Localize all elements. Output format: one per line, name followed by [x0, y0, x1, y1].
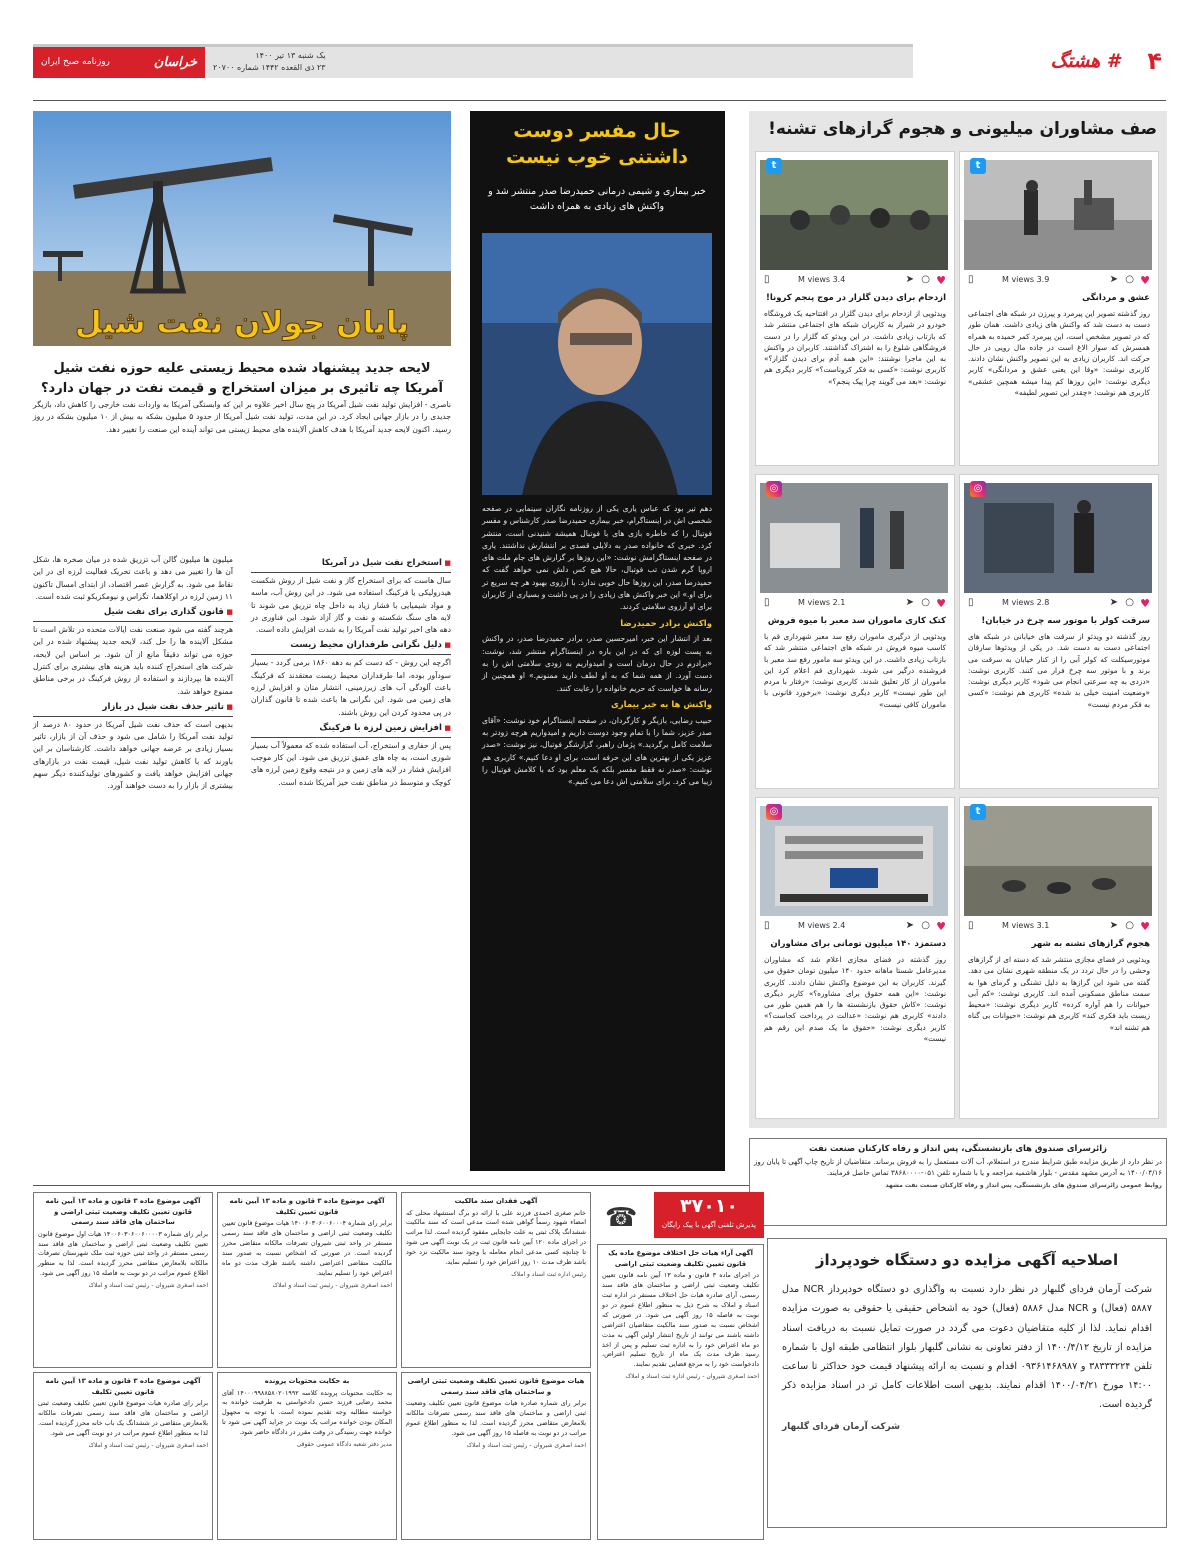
- post-caption: ازدحام برای دیدن گلزار در موج پنجم کرونا!: [765, 293, 946, 303]
- legal-notice: [217, 1372, 397, 1540]
- instagram-icon: ◎: [970, 481, 986, 497]
- notice-title: آگهی آراء هیات حل اختلاف موضوع ماده یک قانون تعیین تکلیف وضعیت ثبتی اراضی: [608, 1249, 753, 1268]
- notice-text: خانم صغری احمدی فرزند علی با ارائه دو برگ استشهاد محلی که امضاء شهود رسماً گواهی شده است مدعی است که سند مالکیت ششدانگ پلاک ثبتی به علت جابجایی مفقود گردیده است. لذا مراتب در اجرای ماده ۱۲۰ آیین نامه قانون ثبت در یک نوبت آگهی می شود تا چنانچه کسی مدعی انجام معامله یا وجود سند مالکیت نزد خود باشد ظرف مدت ۱۰ روز اعتراض خود را تسلیم نماید.: [406, 1208, 587, 1267]
- share-icon[interactable]: ➤: [1109, 920, 1118, 931]
- twitter-icon: t: [970, 158, 986, 174]
- phone-number: ۳۷۰۱۰: [680, 1195, 738, 1217]
- feature-headline: حال مفسر دوست داشتنی خوب نیست: [506, 120, 688, 168]
- social-post[interactable]: [959, 474, 1159, 789]
- heart-icon[interactable]: ♥: [936, 274, 946, 287]
- social-post[interactable]: [755, 797, 955, 1119]
- post-stats: [966, 597, 1152, 611]
- post-photo-boars: [964, 806, 1152, 916]
- article-intro: ناصری - افزایش تولید نفت شیل آمریکا در پنج سال اخیر علاوه بر این که وابستگی آمریکا به واردات نفت خارجی را کاهش داد، بازیگر جدیدی را در بازار جهانی ایجاد کرد. در این مدت، تولید نفت شیل آمریکا از حدود ۵ میلیون بشکه به بیش از ۱۰ میلیون بشکه در روز رسید. اکنون لایحه جدید آمریکا با هدف کاهش آلاینده های محیط زیستی می تواند آینده این صنعت را تغییر دهد.: [33, 400, 451, 434]
- post-text: روز گذشته تصویر این پیرمرد و پیرزن در شبکه های اجتماعی دست به دست شد که واکنش های زیادی داشت. همان طور که در تصویر مشخص است، این پیرمرد کمر خمیده به همراه همسرش که سوار الاغ است در جاده مال رویی در حال حرکت اند. کاربران زیادی به این تصویر واکنش نشان دادند. کاربری نوشت: «وفا این یعنی عشق و مردانگی» کاربر دیگری نوشت: «این روزها کم پیدا میشه همچین عشقی» کاربری هم نوشت: «چقدر این تصویر لطیفه»: [968, 309, 1150, 398]
- section-heading: ■ استخراج نفت شیل در آمریکا: [251, 557, 451, 573]
- pension-fund-ad[interactable]: [749, 1138, 1167, 1226]
- section-text: پس از حفاری و استخراج، آب استفاده شده که معمولاً آب بسیار شوری است، به چاه های عمیق تزریق می شود. این کار موجب افزایش فشار در لایه های زمین و در نتیجه وقوع زمین لرزه های کوچک و متوسط در مناطق نفت خیز آمریکا شده است.: [251, 740, 451, 787]
- notice-footer: رئیس اداره ثبت اسناد و املاک: [511, 1271, 586, 1279]
- legal-notice: [33, 1192, 213, 1368]
- social-post[interactable]: [959, 151, 1159, 466]
- social-post[interactable]: [755, 474, 955, 789]
- header-bar: [33, 44, 913, 78]
- post-photo-fight: [760, 483, 948, 593]
- phone-ad-text: پذیرش تلفنی آگهی با پیک رایگان: [661, 1221, 756, 1229]
- post-stats: [966, 920, 1152, 934]
- feature-section-text: حبیب رضایی، بازیگر و کارگردان، در صفحه اینستاگرام خود نوشت: «آقای صدر عزیز، شما را با تمام وجود دوست داریم و امیدواریم هرچه زودتر به سلامت کامل برگردید.» پژمان راهبر، گزارشگر فوتبال، نیز نوشت: «صدر عزیز یکی از بهترین های این حرفه است، برای او دعا کنیم.» کاربری هم نوشت: «صدر نه فقط مفسر بلکه یک معلم بود که با کلامش فوتبال را زیبا می کرد. برای سلامتی اش دعا می کنیم.»: [482, 715, 712, 787]
- notice-title: هیات موضوع قانون تعیین تکلیف وضعیت ثبتی اراضی و ساختمان های فاقد سند رسمی: [407, 1377, 585, 1396]
- bookmark-icon[interactable]: ▯: [968, 920, 974, 931]
- legal-notice: [217, 1192, 397, 1368]
- notice-title: آگهی فقدان سند مالکیت: [454, 1197, 538, 1205]
- post-text: ویدئویی از درگیری ماموران رفع سد معبر شهرداری قم با کاسب میوه فروش در شبکه های اجتماعی منتشر شد که بازتاب زیادی داشت. در این ویدئو سه مامور رفع سد معبر با فروشنده درگیر می شوند. شهرداری قم اعلام کرد این ماموران از کار تعلیق شدند. کاربری نوشت: «رفتار با مردم این طور نیست» کاربر دیگری نوشت: «برخورد قانونی با ماموران کافی نیست»: [764, 632, 946, 709]
- twitter-icon: t: [766, 158, 782, 174]
- twitter-icon: t: [970, 804, 986, 820]
- notice-text: برابر رای شماره صادره هیات موضوع قانون تعیین تکلیف وضعیت ثبتی اراضی و ساختمان های فاقد سند رسمی تصرفات مالکانه بلامعارض متقاضی محرز گردیده است. لذا به منظور اطلاع عموم مراتب در دو نوبت به فاصله ۱۵ روز آگهی می شود.: [406, 1399, 586, 1437]
- ad-title: اصلاحیه آگهی مزایده دو دستگاه خودپرداز: [815, 1251, 1119, 1269]
- share-icon[interactable]: ➤: [905, 597, 914, 608]
- section-text: بدیهی است که حذف نفت شیل آمریکا در حدود ۸۰ درصد از تولید نفت آمریکا را شامل می شود و حذف آن از بازار، تاثیر بسیار زیادی بر عرضه جهانی خواهد داشت. کارشناسان بر این باورند که با کاهش تولید نفت شیل، قیمت نفت در بازارهای جهانی افزایش خواهد یافت و کشورهای تولیدکننده دیگر سهم بیشتری از بازار را به دست خواهند آورد.: [33, 719, 233, 791]
- notice-footer: احمد اصغری شیروان - رئیس ثبت اسناد و املاک: [272, 1281, 392, 1289]
- newspaper-logo[interactable]: [33, 47, 205, 78]
- post-stats: [762, 920, 948, 934]
- post-stats: [762, 274, 948, 288]
- comment-icon[interactable]: ○: [921, 597, 930, 608]
- phone-icon: ☎: [605, 1203, 638, 1233]
- notice-title: آگهی موضوع ماده ۳ قانون و ماده ۱۳ آیین نامه قانون تعیین تکلیف وضعیت ثبتی اراضی و ساختمان های فاقد سند رسمی: [45, 1197, 201, 1227]
- notice-footer: احمد اصغری شیروان - رئیس ثبت اسناد و املاک: [88, 1282, 208, 1290]
- notice-text: به حکایت محتویات پرونده کلاسه ۱۴۰۰۰۹۹۸۸۵۸۰۲۰۱۹۹۲ آقای محمد رضایی فرزند حسن دادخواستی به طرفیت خوانده به خواسته مطالبه وجه تقدیم نموده است. با توجه به مجهول المکان بودن خوانده مراتب یک نوبت در جراید آگهی می شود تا خوانده جهت رسیدگی در وقت مقرر در دادگاه حاضر شود.: [222, 1388, 393, 1437]
- heart-icon[interactable]: ♥: [936, 920, 946, 933]
- portrait-photo: [482, 233, 712, 495]
- heart-icon[interactable]: ♥: [1140, 274, 1150, 287]
- post-photo-building: [760, 806, 948, 916]
- post-caption: عشق و مردانگی: [1082, 293, 1150, 303]
- section-header: [916, 44, 1166, 78]
- legal-notice: [401, 1372, 591, 1540]
- post-text: روز گذشته در فضای مجازی اعلام شد که مشاوران مدیرعامل شستا ماهانه حدود ۱۴۰ میلیون تومان حقوق می گیرند. کاربران به این موضوع واکنش نشان دادند. کاربری نوشت: «این همه حقوق برای مشاوره؟» کاربر دیگری نوشت: «کاش حقوق بازنشسته ها را هم همین طور می دادند» کاربری هم نوشت: «عدالت در پرداخت کجاست؟» کاربر دیگری نوشت: «حقوق ما یک صدم این رقم هم نیست»: [764, 955, 946, 1044]
- bookmark-icon[interactable]: ▯: [764, 274, 770, 285]
- notice-footer: احمد اصغری شیروان - رئیس اداره ثبت اسناد و املاک: [625, 1373, 759, 1381]
- post-caption: کتک کاری ماموران سد معبر با میوه فروش: [767, 616, 946, 626]
- post-text: ویدئویی از ازدحام برای دیدن گلزار در افتتاحیه یک فروشگاه خودرو در شیراز به کاربران شبکه های اجتماعی منتشر شد که بازتاب زیادی داشت. در این ویدئو که گلزار را در دست فروشگاهی شلوغ را به اشتراک گذاشتند. کاربران در واکنش به این ماجرا نوشتند: «این همه آدم برای دیدن گلزار؟» کاربری نوشت: «کسی به فکر کروناست؟» کاربر دیگری هم نوشت: «بعد می گویند چرا پیک پنجم؟»: [764, 309, 946, 386]
- feature-article: [470, 111, 725, 1171]
- comment-icon[interactable]: ○: [1125, 920, 1134, 931]
- section-text: میلیون ها میلیون گالن آب تزریق شده در میان صخره ها، شکل آن ها را تغییر می دهد و باعث تحریک فعالیت لرزه ای در این نقاط می شود. به گزارش عصر اقتصاد، از ابتدای امسال تاکنون ۱۱ زمین لرزه در اوکلاهما، تگزاس و نیومکزیکو ثبت شده است.: [33, 555, 233, 601]
- article-column-left: [33, 554, 233, 793]
- notice-text: در اجرای ماده ۳ قانون و ماده ۱۳ آیین نامه قانون تعیین تکلیف وضعیت ثبتی اراضی و ساختمان های فاقد سند رسمی، آرای صادره هیات حل اختلاف مستقر در اداره ثبت اسناد و املاک به شرح ذیل به منظور اطلاع عموم در دو نوبت به فاصله ۱۵ روز آگهی می شود. در صورتی که اشخاص نسبت به صدور سند مالکیت متقاضیان اعتراضی داشته باشند می توانند از تاریخ انتشار اولین آگهی به مدت دو ماه اعتراض خود را به اداره ثبت تسلیم و پس از اخذ رسید ظرف مدت یک ماه از تاریخ تسلیم اعتراض، دادخواست خود را به مرجع قضایی تقدیم نمایند.: [602, 1271, 760, 1369]
- date-line-1: یک شنبه ۱۳ تیر ۱۴۰۰: [255, 51, 326, 60]
- social-post[interactable]: [959, 797, 1159, 1119]
- phone-ad-banner[interactable]: [597, 1192, 764, 1238]
- brand-subtitle: روزنامه صبح ایران: [41, 57, 110, 67]
- comment-icon[interactable]: ○: [1125, 597, 1134, 608]
- social-trends-column: [749, 111, 1167, 1128]
- legal-notice: [597, 1244, 764, 1540]
- heart-icon[interactable]: ♥: [936, 597, 946, 610]
- article-headline: لایحه جدید پیشنهاد شده محیط زیستی علیه حوزه نفت شیل آمریکا چه تاثیری بر میزان استخراج و قیمت نفت در جهان دارد؟: [41, 361, 443, 397]
- notice-footer: احمد اصغری شیروان - رئیس ثبت اسناد و املاک: [88, 1441, 208, 1449]
- atm-auction-ad[interactable]: [767, 1238, 1167, 1528]
- section-heading: ■ تاثیر حذف نفت شیل در بازار: [33, 701, 233, 717]
- legal-notice-hidden: [770, 1192, 778, 1198]
- post-caption: سرقت کولر با موتور سه چرخ در خیابان!: [981, 616, 1150, 626]
- bookmark-icon[interactable]: ▯: [764, 920, 770, 931]
- section-text: هرچند گفته می شود صنعت نفت ایالات متحده در تلاش است تا مشکل آلاینده ها را حل کند، لایحه جدید پیشنهاد شده در این حوزه می تواند دقیقاً مانع از آن شود. بر اساس این لایحه، شرکت های استخراج کننده باید هزینه های بیشتری برای کنترل آلاینده ها بپردازند و استفاده از روش فرکینگ در برخی مناطق ممنوع خواهد شد.: [33, 625, 233, 696]
- section-heading: ■ افزایش زمین لرزه با فرکینگ: [251, 722, 451, 738]
- legal-notice: [33, 1372, 213, 1540]
- issue-date: [213, 50, 326, 74]
- notice-footer: مدیر دفتر شعبه دادگاه عمومی حقوقی: [296, 1441, 392, 1449]
- post-text: روز گذشته دو ویدئو از سرقت های خیابانی در شبکه های اجتماعی دست به دست شد. در یکی از ویدئوها سارقان موتورسیکلت که کولر آبی را از کنار خیابان به سرقت می برند و با موتور سه چرخ فرار می کنند. کاربری نوشت: «دزدی به چه سرعتی انجام می شود» کاربر دیگری نوشت: «وضعیت امنیت خیلی بد شده» کاربری هم نوشت: «کسی به فکر مردم نیست»: [968, 632, 1150, 709]
- column-title: صف مشاوران میلیونی و هجوم گرازهای تشنه!: [768, 119, 1157, 139]
- instagram-icon: ◎: [766, 481, 782, 497]
- ad-text: شرکت آرمان فردای گلبهار در نظر دارد نسبت به واگذاری دو دستگاه خودپرداز NCR مدل ۵۸۸۷ (فعال) و NCR مدل ۵۸۸۶ (فعال) خود به اشخاص حقیقی یا حقوقی به صورت مزایده اقدام نماید. لذا از کلیه متقاضیان دعوت می گردد در صورت تمایل نسبت به دریافت اسناد مزایده از تاریخ ۱۴۰۰/۴/۱۲ از دفتر تعاونی به نشانی گلبهار بلوار انتظامی طبقه اول با شماره تلفن ۳۸۳۳۳۲۲۴ و ۰۹۳۶۱۴۶۸۹۸۷ اقدام و نسبت به ارائه پیشنهاد قیمت خود حداکثر تا ساعت ۱۴:۰۰ مورخ ۱۴۰۰/۰۴/۲۱ اقدام نمایند. بدیهی است اطلاعات کامل تر در اسناد مزایده ذکر گردیده است.: [782, 1284, 1153, 1411]
- post-photo-theft: [964, 483, 1152, 593]
- heart-icon[interactable]: ♥: [1140, 597, 1150, 610]
- heart-icon[interactable]: ♥: [1140, 920, 1150, 933]
- feature-lead: خبر بیماری و شیمی درمانی حمیدرضا صدر منتشر شد و واکنش های زیادی به همراه داشت: [488, 186, 706, 212]
- view-count: 3.9 M views: [1002, 275, 1050, 284]
- legal-notice: [401, 1192, 591, 1368]
- post-stats: [762, 597, 948, 611]
- post-caption: هجوم گرازهای تشنه به شهر: [1031, 939, 1150, 949]
- post-text: ویدئویی در فضای مجازی منتشر شد که دسته ای از گرازهای وحشی را در حال تردد در یک منطقه شهری نشان می دهد. گفته می شود این گرازها به دلیل تشنگی و گرمای هوا به سمت مناطق مسکونی آمده اند. کاربری نوشت: «کم آبی حیوانات را هم آواره کرده» کاربر دیگری نوشت: «محیط زیست باید فکری کند» کاربری هم نوشت: «حیوانات بی گناه هم تشنه اند»: [968, 955, 1150, 1032]
- share-icon[interactable]: ➤: [1109, 597, 1118, 608]
- notice-text: برابر رای شماره ۱۴۰۰۶۰۳۰۶۰۰۶۰۰۰۰۳ هیات اول موضوع قانون تعیین تکلیف وضعیت ثبتی اراضی و ساختمان های فاقد سند رسمی مستقر در واحد ثبتی حوزه ثبت ملک شهرستان تصرفات مالکانه بلامعارض متقاضی محرز گردیده است. لذا به منظور اطلاع عموم مراتب در دو نوبت به فاصله ۱۵ روز آگهی می شود.: [38, 1229, 208, 1278]
- ad-footer: روابط عمومی زائرسرای صندوق های بازنشستگی، پس انداز و رفاه کارکنان صنعت نفت مشهد: [885, 1181, 1162, 1189]
- page-header: [33, 44, 1166, 78]
- feature-body: [482, 503, 712, 788]
- comment-icon[interactable]: ○: [1125, 274, 1134, 285]
- notice-title: به حکایت محتویات پرونده: [264, 1377, 350, 1385]
- section-title: # هشتگ: [1050, 50, 1120, 72]
- bookmark-icon[interactable]: ▯: [764, 597, 770, 608]
- post-photo-old-couple: [964, 160, 1152, 270]
- brand-name: خراسان: [153, 55, 197, 70]
- section-heading: ■ قانون گذاری برای نفت شیل: [33, 606, 233, 622]
- notice-footer: احمد اصغری شیروان - رئیس ثبت اسناد و املاک: [466, 1441, 586, 1449]
- feature-intro: دهم تیر بود که عباس یاری یکی از روزنامه نگاران سینمایی در صفحه شخصی اش در اینستاگرام، خبر بیماری حمیدرضا صدر کارشناس و مفسر فوتبال را که خاطره بازی های با فوتبال همیشه شنیدنی است، منتشر کرد. خبری که خانواده صدر به دلایلی قصدی بر انتشارش نداشتند. یاری در صفحه اینستاگرامش نوشت: «این روزها بر گزارش های جام ملت های اروپا گرم شدن تب فوتبال، حالا هیچ کس دلش نمی خواهد گفت که حمیدرضا صدر، این روزها حال خوبی ندارد. با آرزوی بهبود هر چه سریع تر برای او.» این خبر واکنش های زیادی را در پی داشت و بسیاری از کاربران برای او آرزوی سلامتی کردند.: [482, 504, 712, 612]
- comment-icon[interactable]: ○: [921, 920, 930, 931]
- view-count: 3.1 M views: [1002, 921, 1050, 930]
- post-photo-crowd: [760, 160, 948, 270]
- ad-footer: شرکت آرمان فردای گلبهار: [782, 1421, 901, 1432]
- share-icon[interactable]: ➤: [905, 920, 914, 931]
- share-icon[interactable]: ➤: [905, 274, 914, 285]
- bookmark-icon[interactable]: ▯: [968, 274, 974, 285]
- notice-title: آگهی موضوع ماده ۳ قانون و ماده ۱۳ آیین نامه قانون تعیین تکلیف: [229, 1197, 385, 1216]
- page-number: ۴: [1147, 47, 1162, 75]
- header-divider: [33, 100, 1166, 101]
- instagram-icon: ◎: [766, 804, 782, 820]
- article-column-right: [251, 554, 451, 789]
- share-icon[interactable]: ➤: [1109, 274, 1118, 285]
- date-line-2: ۲۳ ذی القعده ۱۴۴۲ شماره ۲۰۷۰۰: [213, 63, 326, 72]
- notice-text: برابر رای صادره هیات موضوع قانون تعیین تکلیف وضعیت ثبتی اراضی و ساختمان های فاقد سند رسمی تصرفات مالکانه بلامعارض متقاضی در ششدانگ یک باب خانه محرز گردیده است. لذا به منظور اطلاع عموم مراتب در دو نوبت آگهی می شود.: [38, 1399, 208, 1437]
- view-count: 2.4 M views: [798, 921, 846, 930]
- notice-title: آگهی موضوع ماده ۳ قانون و ماده ۱۳ آیین نامه قانون تعیین تکلیف: [45, 1377, 201, 1396]
- comment-icon[interactable]: ○: [921, 274, 930, 285]
- ad-text: در نظر دارد از طریق مزایده طبق شرایط مندرج در استعلام، آب آلات مستعمل را به فروش برساند. متقاضیان از تاریخ چاپ آگهی تا پایان روز ۱۴۰۰/۰۴/۱۶ به آدرس مشهد مقدس - بلوار هاشمیه مراجعه و یا با شماره تلفن ۰۵۱-۳۸۶۸۰۰۰۰ تماس حاصل فرمایند.: [754, 1158, 1162, 1177]
- notice-text: برابر رای شماره ۱۴۰۰۶۰۳۰۶۰۰۶۰۰۰۴ هیات موضوع قانون تعیین تکلیف وضعیت ثبتی اراضی و ساختمان های فاقد سند رسمی مستقر در واحد ثبتی شیروان تصرفات مالکانه متقاضی محرز گردیده است. در صورتی که اشخاص نسبت به صدور سند مالکیت متقاضی اعتراضی داشته باشند ظرف مدت دو ماه اعتراض خود را تسلیم نمایند.: [222, 1219, 393, 1277]
- article-big-title: پایان جولان نفت شیل: [74, 305, 410, 341]
- view-count: 2.8 M views: [1002, 598, 1050, 607]
- section-text: اگرچه این روش - که دست کم به دهه ۱۸۶۰ برمی گردد - بسیار سودآور بوده، اما طرفداران محیط زیست معتقدند که فرکینگ باعث آلودگی آب های زیرزمینی، انتشار متان و افزایش لرزه های زمین می شود. این نگرانی ها باعث شده تا قانون گذاران در پی محدود کردن این روش باشند.: [251, 658, 451, 717]
- post-stats: [966, 274, 1152, 288]
- view-count: 2.1 M views: [798, 598, 846, 607]
- feature-subhead: واکنش ها به خبر بیماری: [610, 699, 712, 710]
- bookmark-icon[interactable]: ▯: [968, 597, 974, 608]
- phone-ad-box: [654, 1192, 764, 1238]
- feature-section-text: بعد از انتشار این خبر، امیرحسین صدر، برادر حمیدرضا صدر، در واکنش به پست لوزه ای که در این باره در اینستاگرام منتشر شد، نوشت: «برادرم در حال درمان است و امیدواریم به زودی سلامتی اش را به دست آورد. از همه شما که به او لطف دارید ممنونم.» او همچنین از رسانه ها خواست که حریم خانواده را رعایت کنند.: [482, 634, 712, 693]
- section-heading: ■ دلیل نگرانی طرفداران محیط زیست: [251, 639, 451, 655]
- feature-subhead: واکنش برادر حمیدرضا: [620, 618, 712, 629]
- social-post[interactable]: [755, 151, 955, 466]
- ad-title: زائرسرای صندوق های بازنشستگی، پس انداز و رفاه کارکنان صنعت نفت: [809, 1143, 1107, 1153]
- section-text: سال هاست که برای استخراج گاز و نفت شیل از روش شکست هیدرولیکی یا فرکینگ استفاده می شود. در این روش آب، ماسه و مواد شیمیایی با فشار زیاد به داخل چاه تزریق می شوند تا لایه های سنگ شکسته و نفت و گاز آزاد شود. این فناوری در دهه های اخیر تولید نفت آمریکا را به شدت افزایش داده است.: [251, 575, 451, 635]
- view-count: 3.4 M views: [798, 275, 846, 284]
- post-caption: دستمزد ۱۴۰ میلیون تومانی برای مشاوران: [770, 939, 946, 949]
